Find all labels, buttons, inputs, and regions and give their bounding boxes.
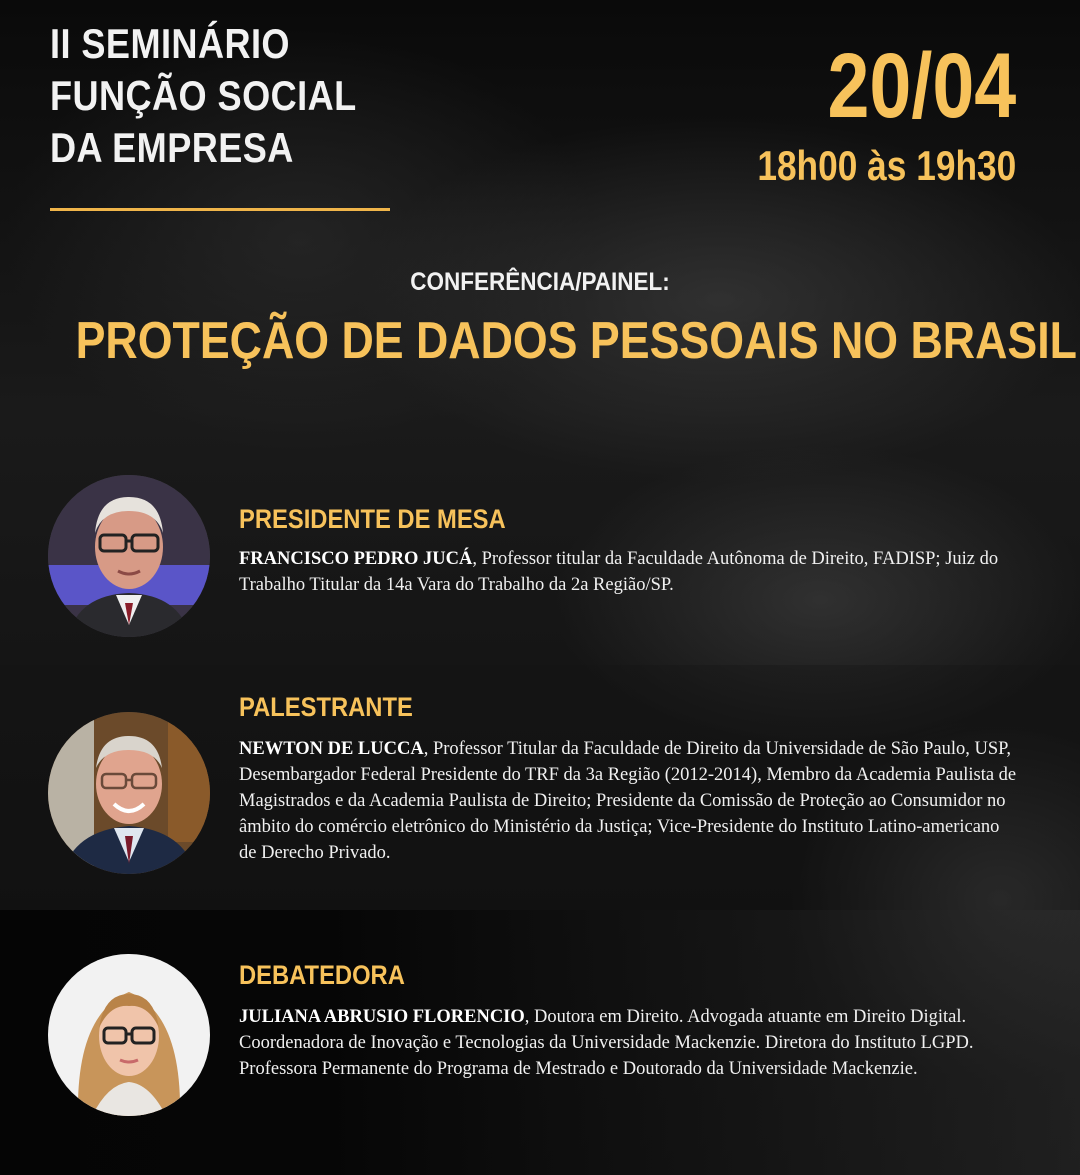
speaker-photo-avatar	[48, 712, 210, 874]
speaker-role: DEBATEDORA	[239, 960, 405, 990]
speaker-role: PALESTRANTE	[239, 692, 413, 722]
seminar-title-line-2: FUNÇÃO SOCIAL	[50, 72, 357, 119]
event-date: 20/04	[827, 35, 1016, 137]
conference-title: PROTEÇÃO DE DADOS PESSOAIS NO BRASIL	[75, 312, 1077, 370]
seminar-title-line-1: II SEMINÁRIO	[50, 20, 290, 67]
speaker-name: NEWTON DE LUCCA	[239, 739, 424, 759]
seminar-title	[50, 18, 357, 174]
title-underline	[50, 208, 390, 211]
speaker-description: , Professor Titular da Faculdade de Direito da Universidade de São Paulo, USP, Desembargador Federal Presidente do TRF da 3a Região (2012-2014), Membro da Academia Paulista de Magistrados e da Academia Paulista de Direito; Presidente da Comissão de Proteção ao Consumidor no âmbito do comércio eletrônico do Ministério da Justiça; Vice-Presidente do Instituto Latino-americano de Derecho Privado.	[239, 739, 1017, 863]
speaker-photo-avatar	[48, 475, 210, 637]
seminar-title-line-3: DA EMPRESA	[50, 124, 294, 171]
speaker-bio	[239, 546, 1019, 598]
speaker-bio	[239, 1004, 1019, 1082]
event-schedule	[708, 35, 1016, 190]
woman-portrait-icon	[48, 954, 210, 1116]
event-time: 18h00 às 19h30	[757, 142, 1016, 189]
speaker-photo-avatar	[48, 954, 210, 1116]
speaker-name: JULIANA ABRUSIO FLORENCIO	[239, 1007, 525, 1027]
speaker-role: PRESIDENTE DE MESA	[239, 504, 506, 534]
speaker-bio	[239, 736, 1019, 866]
man-portrait-icon	[48, 712, 210, 874]
speaker-description: , Doutora em Direito. Advogada atuante em Direito Digital. Coordenadora de Inovação e Tecnologias da Universidade Mackenzie. Diretora do Instituto LGPD. Professora Permanente do Programa de Mestrado e Doutorado da Universidade Mackenzie.	[239, 1007, 974, 1079]
speaker-description: , Professor titular da Faculdade Autônoma de Direito, FADISP; Juiz do Trabalho Titular da 14a Vara do Trabalho da 2a Região/SP.	[239, 549, 999, 595]
speaker-name: FRANCISCO PEDRO JUCÁ	[239, 549, 473, 569]
man-portrait-icon	[48, 475, 210, 637]
conference-label: CONFERÊNCIA/PAINEL:	[410, 268, 670, 296]
